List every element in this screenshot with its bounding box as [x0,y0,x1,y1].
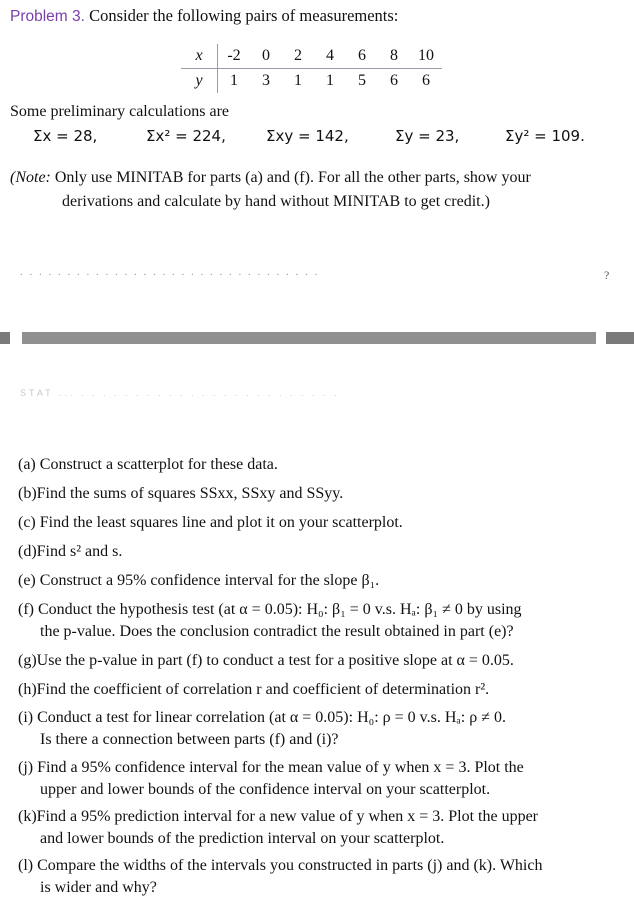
part-c [18,512,618,534]
measurements-table [181,44,442,93]
part-letter: (d) [18,543,37,560]
part-a [18,454,618,476]
part-text-cont: is wider and why? [40,879,157,896]
part-text: Find s² and s. [36,543,123,560]
x-value: 0 [250,44,282,69]
part-text-cont: and lower bounds of the prediction interval on your scatterplot. [40,830,445,847]
part-text: Find the coefficient of correlation r and coefficient of determination r². [36,681,490,698]
part-text: Find a 95% confidence interval for the mean value of y when x = 3. Plot the [37,759,524,776]
x-value: 10 [410,44,442,69]
part-text: Compare the widths of the intervals you constructed in parts (j) and (k). Which [37,857,543,874]
problem-header [10,6,398,26]
page-break-bar-cap [0,332,10,344]
part-f [18,599,618,643]
y-value: 1 [326,72,334,89]
x-label: x [181,44,218,69]
part-h [18,679,618,701]
part-letter: (g) [18,652,37,669]
scan-artifact-dots: . . . . . . . . . . . . . . . . . . . . . . . . . . . . . . . . [20,266,320,278]
part-text: Use the p-value in part (f) to conduct a test for a positive slope at α = 0.05. [36,652,514,669]
part-letter: (j) [18,759,34,776]
y-value: 1 [294,72,302,89]
part-k [18,806,618,850]
part-text-cont: upper and lower bounds of the confidence interval on your scatterplot. [40,781,491,798]
part-letter: (l) [18,857,34,874]
part-letter: (a) [18,456,36,473]
part-d [18,541,618,563]
part-text: Conduct a test for linear correlation (at α = 0.05): H₀: ρ = 0 v.s. Hₐ: ρ ≠ 0. [37,709,506,726]
part-letter: (f) [18,601,34,618]
part-text: Find a 95% prediction interval for a new value of y when x = 3. Plot the upper [36,808,538,825]
table-row-y [181,69,442,94]
part-letter: (k) [18,808,37,825]
x-value: 8 [378,44,410,69]
part-j [18,757,618,801]
y-value: 5 [358,72,366,89]
part-letter: (h) [18,681,37,698]
x-value: 4 [314,44,346,69]
part-letter: (b) [18,485,37,502]
scan-artifact-mark: ? [604,268,610,282]
problem-intro: Consider the following pairs of measurements: [89,6,399,25]
sum-y-squared: Σy² = 109. [505,127,585,145]
part-g [18,650,618,672]
part-text: Conduct the hypothesis test (at α = 0.05): H₀: β₁ = 0 v.s. Hₐ: β₁ ≠ 0 by using [37,601,522,618]
page-break-bar [22,332,596,344]
note-block [10,166,620,214]
part-i [18,707,618,751]
note-line-2: derivations and calculate by hand without MINITAB to get credit.) [62,193,490,210]
part-b [18,483,618,505]
note-label: (Note: [10,169,51,186]
page-break-bar-end [606,332,634,344]
sum-x-squared: Σx² = 224, [146,127,226,145]
sum-x: Σx = 28, [33,127,98,145]
part-text: Construct a scatterplot for these data. [39,456,278,473]
part-l [18,855,618,899]
part-e [18,570,618,592]
problem-label: Problem 3. [10,8,85,25]
y-value: 1 [230,72,238,89]
sum-xy: Σxy = 142, [266,127,349,145]
part-letter: (i) [18,709,34,726]
part-text: Find the sums of squares SSxx, SSxy and SSyy. [36,485,344,502]
sum-y: Σy = 23, [395,127,460,145]
y-value: 6 [390,72,398,89]
x-value: 2 [282,44,314,69]
y-label: y [181,69,218,94]
part-text: Construct a 95% confidence interval for the slope β₁. [39,572,380,589]
table-row-x [181,44,442,69]
part-letter: (c) [18,514,36,531]
prelim-heading: Some preliminary calculations are [10,103,230,120]
y-value: 6 [422,72,430,89]
x-value: -2 [218,44,251,69]
part-text: Find the least squares line and plot it on your scatterplot. [39,514,403,531]
note-line-1: Only use MINITAB for parts (a) and (f). For all the other parts, show your [54,169,531,186]
faint-footer-text: STAT ... . . . . . . . . . . . . . . . . . . . . . . . . [20,388,340,398]
part-text-cont: Is there a connection between parts (f) and (i)? [40,731,339,748]
y-value: 3 [262,72,270,89]
x-value: 6 [346,44,378,69]
part-text-cont: the p-value. Does the conclusion contradict the result obtained in part (e)? [40,623,514,640]
part-letter: (e) [18,572,36,589]
